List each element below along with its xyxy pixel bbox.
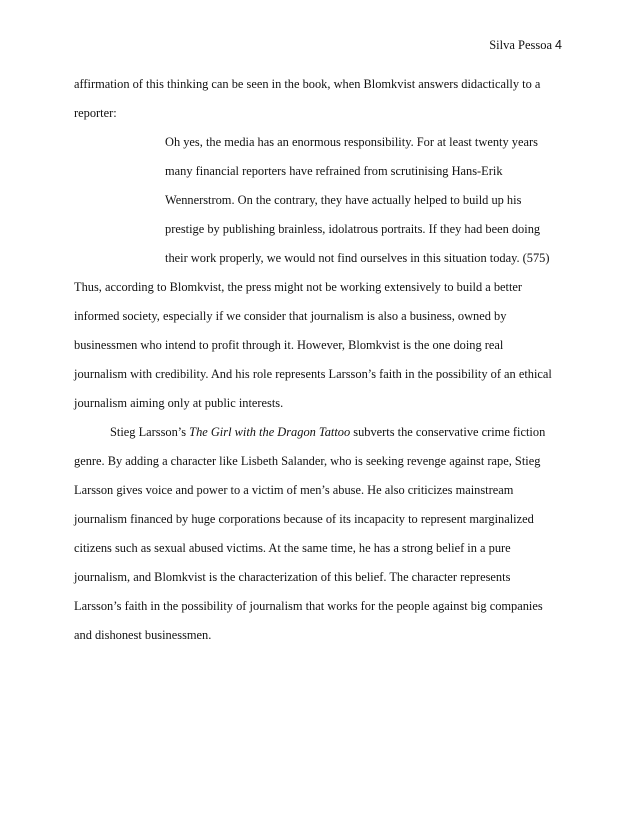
running-header [489, 38, 562, 53]
text-line: journalism aiming only at public interests. [74, 396, 284, 410]
text-line: affirmation of this thinking can be seen in the book, when Blomkvist answers didactically to a [74, 77, 541, 91]
quote-line: prestige by publishing brainless, idolatrous portraits. If they had been doing [165, 222, 541, 236]
text-line: informed society, especially if we consider that journalism is also a business, owned by [74, 309, 507, 323]
quote-line: many financial reporters have refrained from scrutinising Hans-Erik [165, 164, 503, 178]
header-author: Silva Pessoa [489, 38, 553, 52]
after-quote-paragraph [74, 273, 570, 418]
text-line: journalism, and Blomkvist is the characterization of this belief. The character represents [74, 570, 511, 584]
block-quote [74, 128, 570, 273]
text-line: Thus, according to Blomkvist, the press might not be working extensively to build a better [74, 280, 523, 294]
text-line: Larsson’s faith in the possibility of journalism that works for the people against big companies [74, 599, 543, 613]
text-line: citizens such as sexual abused victims. At the same time, he has a strong belief in a pure [74, 541, 511, 555]
text-line: businessmen who intend to profit through it. However, Blomkvist is the one doing real [74, 338, 504, 352]
quote-line: Oh yes, the media has an enormous responsibility. For at least twenty years [165, 135, 538, 149]
text-line [74, 418, 570, 447]
quote-line: their work properly, we would not find ourselves in this situation today. (575) [165, 251, 550, 265]
body-text [74, 70, 570, 650]
text-line: Larsson gives voice and power to a victim of men’s abuse. He also criticizes mainstream [74, 483, 514, 497]
page-number: 4 [555, 38, 562, 52]
text-segment: subverts the conservative crime fiction [350, 425, 546, 439]
quote-line: Wennerstrom. On the contrary, they have actually helped to build up his [165, 193, 522, 207]
text-segment: Stieg Larsson’s [110, 425, 190, 439]
text-line: and dishonest businessmen. [74, 628, 212, 642]
intro-paragraph [74, 70, 570, 128]
text-line: journalism financed by huge corporations because of its incapacity to represent marginalized [74, 512, 534, 526]
text-line: genre. By adding a character like Lisbeth Salander, who is seeking revenge against rape, Stieg [74, 454, 541, 468]
book-title: The Girl with the Dragon Tattoo [189, 425, 351, 439]
text-line: reporter: [74, 106, 117, 120]
text-line: journalism with credibility. And his role represents Larsson’s faith in the possibility of an ethical [74, 367, 552, 381]
conclusion-paragraph [74, 418, 570, 650]
